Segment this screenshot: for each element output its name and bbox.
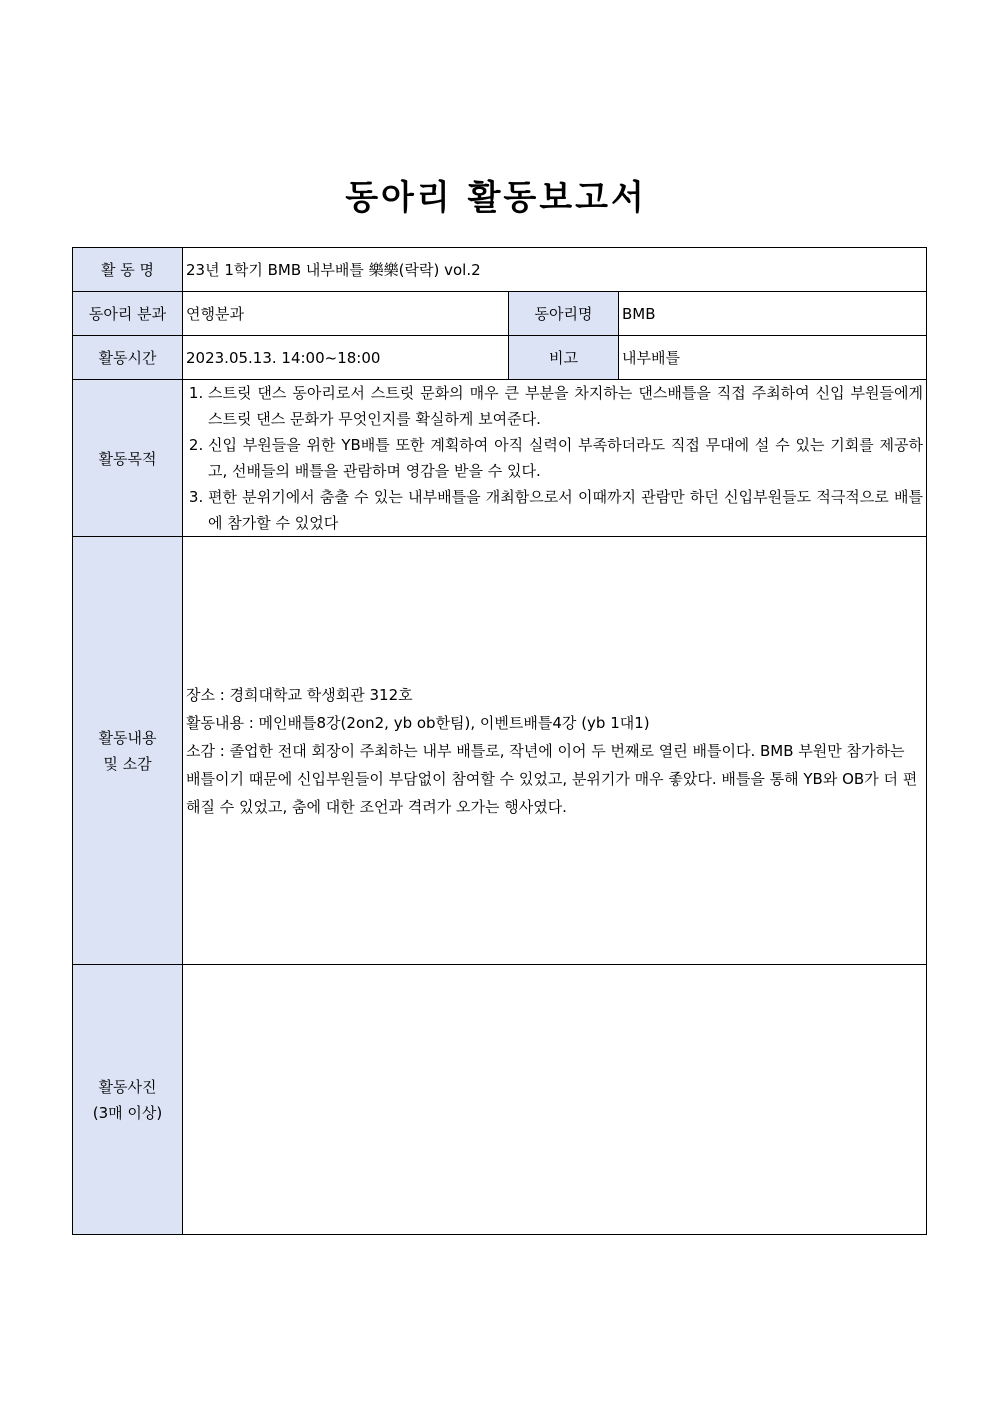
purpose-label: 활동목적 bbox=[73, 380, 183, 537]
purpose-list bbox=[186, 380, 923, 536]
activity-name-label: 활 동 명 bbox=[73, 248, 183, 292]
club-name-label: 동아리명 bbox=[509, 292, 619, 336]
report-table bbox=[72, 247, 927, 1235]
photos-label-line1: 활동사진 bbox=[98, 1077, 157, 1096]
content-label-line2: 및 소감 bbox=[103, 754, 152, 773]
content-label bbox=[73, 537, 183, 965]
photos-label-line2: (3매 이상) bbox=[92, 1103, 163, 1122]
photos-area bbox=[183, 965, 927, 1235]
purpose-item: 2. 신입 부원들을 위한 YB배틀 또한 계획하여 아직 실력이 부족하더라도 직접 무대에 설 수 있는 기회를 제공하고, 선배들의 배틀을 관람하며 영감을 받을 수 있다. bbox=[208, 432, 923, 484]
row-content bbox=[73, 537, 927, 965]
purpose-item: 1. 스트릿 댄스 동아리로서 스트릿 문화의 매우 큰 부분을 차지하는 댄스배틀을 직접 주최하여 신입 부원들에게 스트릿 댄스 문화가 무엇인지를 확실하게 보여준다. bbox=[208, 380, 923, 432]
photos-label bbox=[73, 965, 183, 1235]
activity-name-value: 23년 1학기 BMB 내부배틀 樂樂(락락) vol.2 bbox=[183, 248, 927, 292]
content-impression: 소감 : 졸업한 전대 회장이 주최하는 내부 배틀로, 작년에 이어 두 번째로 열린 배틀이다. BMB 부원만 참가하는 배틀이기 때문에 신입부원들이 부담없이 참여할 수 있었고, 분위기가 매우 좋았다. 배틀을 통해 YB와 OB가 더 편해질 수 있었고, 춤에 대한 조언과 격려가 오가는 행사였다. bbox=[186, 741, 918, 816]
row-photos bbox=[73, 965, 927, 1235]
club-division-label: 동아리 분과 bbox=[73, 292, 183, 336]
remarks-label: 비고 bbox=[509, 336, 619, 380]
content-label-line1: 활동내용 bbox=[98, 728, 157, 747]
club-division-value: 연행분과 bbox=[183, 292, 509, 336]
activity-time-value: 2023.05.13. 14:00~18:00 bbox=[183, 336, 509, 380]
row-purpose bbox=[73, 380, 927, 537]
purpose-item: 3. 편한 분위기에서 춤출 수 있는 내부배틀을 개최함으로서 이때까지 관람만 하던 신입부원들도 적극적으로 배틀에 참가할 수 있었다 bbox=[208, 484, 923, 536]
remarks-value: 내부배틀 bbox=[619, 336, 927, 380]
purpose-value bbox=[183, 380, 927, 537]
content-activity: 활동내용 : 메인배틀8강(2on2, yb ob한팀), 이벤트배틀4강 (yb 1대1) bbox=[186, 713, 650, 732]
activity-time-label: 활동시간 bbox=[73, 336, 183, 380]
row-activity-name bbox=[73, 248, 927, 292]
content-value bbox=[183, 537, 927, 965]
club-name-value: BMB bbox=[619, 292, 927, 336]
row-time bbox=[73, 336, 927, 380]
page-title: 동아리 활동보고서 bbox=[345, 178, 647, 218]
content-location: 장소 : 경희대학교 학생회관 312호 bbox=[186, 685, 413, 704]
row-club bbox=[73, 292, 927, 336]
